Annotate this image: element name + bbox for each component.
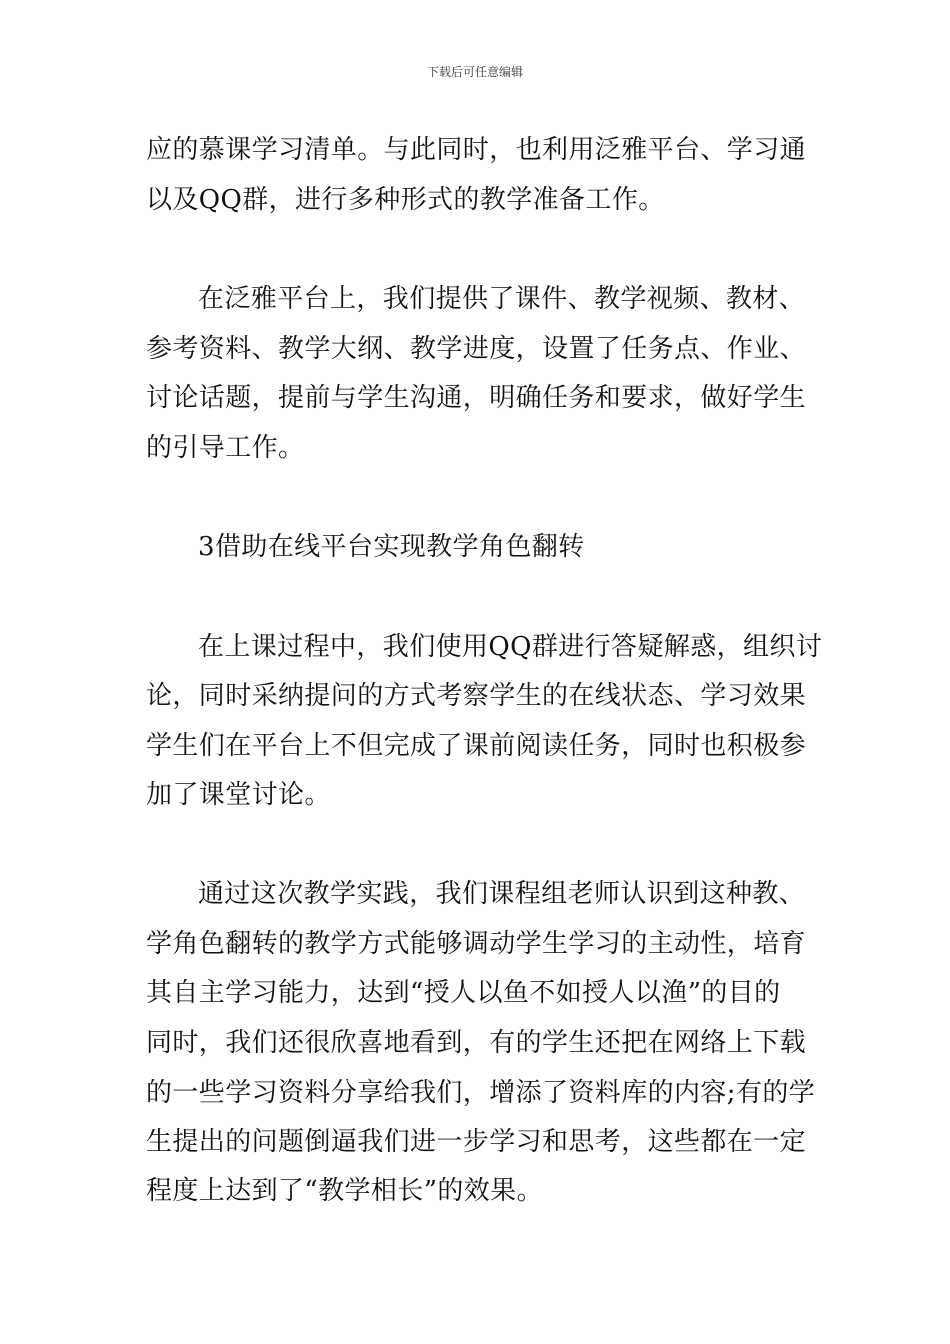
paragraph-1-line-2: 以及QQ群，进行多种形式的教学准备工作。 <box>146 185 665 215</box>
paragraph-3-line-2: 论，同时采纳提问的方式考察学生的在线状态、学习效果 <box>146 681 807 711</box>
paragraph-4-line-4: 同时，我们还很欣喜地看到，有的学生还把在网络上下载 <box>146 1028 807 1058</box>
paragraph-2-line-4: 的引导工作。 <box>146 433 305 463</box>
paragraph-4-line-5: 的一些学习资料分享给我们，增添了资料库的内容;有的学 <box>146 1078 816 1108</box>
paragraph-2-line-3: 讨论话题，提前与学生沟通，明确任务和要求，做好学生 <box>146 383 807 413</box>
paragraph-4-line-1: 通过这次教学实践，我们课程组老师认识到这种教、 <box>198 879 806 909</box>
paragraph-2-line-2: 参考资料、教学大纲、教学进度，设置了任务点、作业、 <box>146 334 807 364</box>
paragraph-3-line-3: 学生们在平台上不但完成了课前阅读任务，同时也积极参 <box>146 731 807 761</box>
paragraph-2-line-1: 在泛雅平台上，我们提供了课件、教学视频、教材、 <box>198 284 806 314</box>
page-header: 下载后可任意编辑 <box>426 65 523 79</box>
paragraph-3-line-1: 在上课过程中，我们使用QQ群进行答疑解惑，组织讨 <box>198 632 823 662</box>
paragraph-4-line-3: 其自主学习能力，达到“授人以鱼不如授人以渔”的目的 <box>146 978 781 1008</box>
section-heading: 3借助在线平台实现教学角色翻转 <box>198 532 585 562</box>
paragraph-1-line-1: 应的慕课学习清单。与此同时，也利用泛雅平台、学习通 <box>146 135 807 165</box>
paragraph-4-line-2: 学角色翻转的教学方式能够调动学生学习的主动性，培育 <box>146 929 807 959</box>
paragraph-4-line-6: 生提出的问题倒逼我们进一步学习和思考，这些都在一定 <box>146 1127 807 1157</box>
paragraph-3-line-4: 加了课堂讨论。 <box>146 780 331 810</box>
paragraph-4-line-7: 程度上达到了“教学相长”的效果。 <box>146 1176 543 1206</box>
